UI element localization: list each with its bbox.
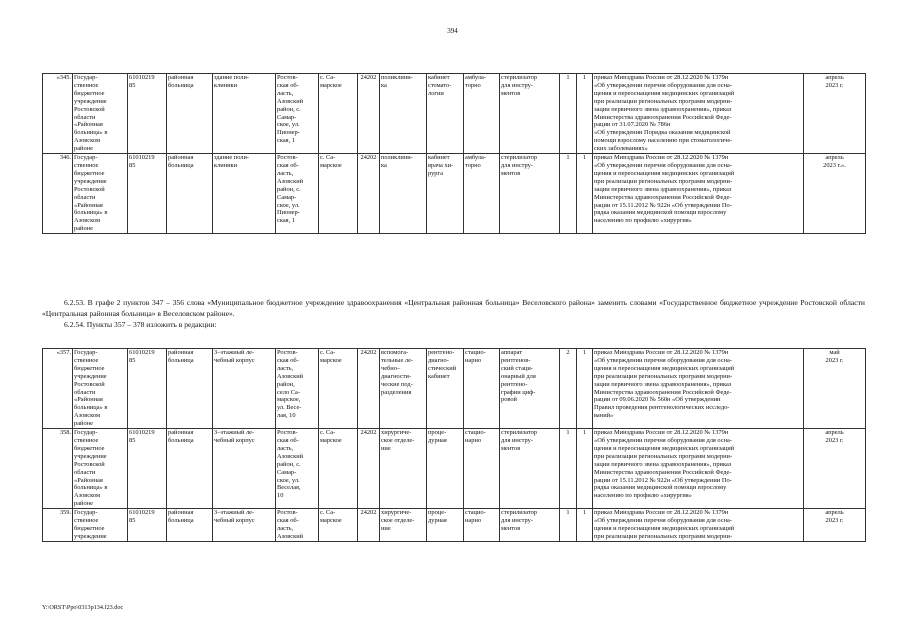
table-row [43, 349, 866, 429]
cell-inn: 61010219 85 [128, 429, 167, 509]
cell-inn: 61010219 85 [128, 509, 167, 542]
page-number: 394 [447, 27, 458, 35]
cell-row-number: 359. [43, 509, 73, 542]
cell-inn: 61010219 85 [128, 154, 167, 234]
cell-room: рентгено- диагно- стический кабинет [427, 349, 464, 429]
cell-building: 3–этажный ле- чебный корпус [213, 429, 276, 509]
cell-oktmo-code: 24202 [358, 74, 380, 154]
cell-deadline: апрель 2023 г.». [804, 154, 866, 234]
cell-locality: с. Са- марское [319, 154, 358, 234]
cell-room: проце- дурная [427, 509, 464, 542]
cell-row-number: 358. [43, 429, 73, 509]
cell-quantity-planned: 1 [577, 74, 593, 154]
table-row [43, 429, 866, 509]
cell-legal-basis: приказ Минздрава России от 28.12.2020 № 1379н «Об утверждении перечня оборудования для осна- щения и переоснащения медицинских организаций при реализации региональных программ модерни- зации первичного звена здравоохранения», приказ Министерства здравоохранения Российской Феде- рации от 09.06.2020 № 560н «Об утверждении Правил проведения рентгенологических исследо- ваний» [593, 349, 804, 429]
cell-care-mode: амбула- торно [464, 154, 500, 234]
cell-legal-basis: приказ Минздрава России от 28.12.2020 № 1379н «Об утверждении перечня оборудования для осна- щения и переоснащения медицинских организаций при реализации региональных программ модерни- [593, 509, 804, 542]
cell-quantity-planned: 1 [577, 154, 593, 234]
cell-quantity-required: 1 [560, 509, 577, 542]
cell-address: Ростов- ская об- ласть, Азовский район, с. Самар- ское, ул. Пионер- ская, 1 [276, 74, 319, 154]
cell-quantity-planned: 1 [577, 429, 593, 509]
cell-oktmo-code: 24202 [358, 154, 380, 234]
cell-deadline: апрель 2023 г. [804, 429, 866, 509]
cell-department: вспомога- тельные ле- чебно– диагности- ческие под- разделения [380, 349, 427, 429]
cell-oktmo-code: 24202 [358, 429, 380, 509]
cell-quantity-required: 2 [560, 349, 577, 429]
cell-deadline: май 2023 г. [804, 349, 866, 429]
cell-quantity-planned: 1 [577, 349, 593, 429]
equipment-table-top [42, 73, 866, 234]
cell-building: здание поли- клиники [213, 154, 276, 234]
cell-row-number: «345. [43, 74, 73, 154]
cell-organization: Государ- ственное бюджетное учреждение [73, 509, 128, 542]
cell-quantity-required: 1 [560, 154, 577, 234]
cell-equipment: стерилизатор для инстру- ментов [500, 509, 560, 542]
cell-building: 3–этажный ле- чебный корпус [213, 349, 276, 429]
cell-org-type: районная больница [167, 509, 213, 542]
cell-row-number: 346. [43, 154, 73, 234]
cell-care-mode: стацио- нарно [464, 349, 500, 429]
cell-room: кабинет врача хи- рурга [427, 154, 464, 234]
cell-org-type: районная больница [167, 349, 213, 429]
cell-legal-basis: приказ Минздрава России от 28.12.2020 № 1379н «Об утверждении перечня оборудования для осна- щения и переоснащения медицинских организаций при реализации региональных программ модерни- зации первичного звена здравоохранения», приказ Министерства здравоохранения Российской Феде- рации от 15.11.2012 № 922н «Об утверждении По- рядка оказания медицинской помощи взрослому населению по профилю «хирургия» [593, 154, 804, 234]
cell-locality: с. Са- марское [319, 509, 358, 542]
cell-room: проце- дурная [427, 429, 464, 509]
cell-address: Ростов- ская об- ласть, Азовский район, с. Самар- ское, ул. Пионер- ская, 1 [276, 154, 319, 234]
cell-care-mode: стацио- нарно [464, 509, 500, 542]
cell-inn: 61010219 85 [128, 349, 167, 429]
cell-quantity-planned: 1 [577, 509, 593, 542]
cell-organization: Государ- ственное бюджетное учреждение Ростовской области «Районная больница» в Азовском районе [73, 429, 128, 509]
cell-org-type: районная больница [167, 429, 213, 509]
cell-org-type: районная больница [167, 74, 213, 154]
cell-legal-basis: приказ Минздрава России от 28.12.2020 № 1379н «Об утверждении перечня оборудования для осна- щения и переоснащения медицинских организаций при реализации региональных программ модерни- зации первичного звена здравоохранения», приказ Министерства здравоохранения Российской Феде- рации от 31.07.2020 № 786н «Об утверждении Порядка оказания медицинской помощи взрослому населению при стоматологиче- ских заболеваниях» [593, 74, 804, 154]
cell-department: поликлини- ка [380, 154, 427, 234]
equipment-table-bottom [42, 348, 866, 542]
cell-legal-basis: приказ Минздрава России от 28.12.2020 № 1379н «Об утверждении перечня оборудования для осна- щения и переоснащения медицинских организаций при реализации региональных программ модерни- зации первичного звена здравоохранения», приказ Министерства здравоохранения Российской Феде- рации от 15.11.2012 № 922н «Об утверждении По- рядка оказания медицинской помощи взрослому населению по профилю «хирургия» [593, 429, 804, 509]
cell-org-type: районная больница [167, 154, 213, 234]
cell-locality: с. Са- марское [319, 429, 358, 509]
cell-deadline: апрель 2023 г. [804, 74, 866, 154]
cell-care-mode: амбула- торно [464, 74, 500, 154]
cell-department: поликлини- ка [380, 74, 427, 154]
cell-locality: с. Са- марское [319, 74, 358, 154]
cell-building: здание поли- клиники [213, 74, 276, 154]
cell-care-mode: стацио- нарно [464, 429, 500, 509]
cell-locality: с. Са- марское [319, 349, 358, 429]
cell-building: 3–этажный ле- чебный корпус [213, 509, 276, 542]
cell-equipment: стерилизатор для инстру- ментов [500, 74, 560, 154]
table-row [43, 154, 866, 234]
cell-room: кабинет стомато- логии [427, 74, 464, 154]
table-row [43, 509, 866, 542]
cell-inn: 61010219 85 [128, 74, 167, 154]
cell-organization: Государ- ственное бюджетное учреждение Ростовской области «Районная больница» в Азовском районе [73, 349, 128, 429]
cell-department: хирургиче- ское отделе- ние [380, 509, 427, 542]
cell-oktmo-code: 24202 [358, 509, 380, 542]
cell-organization: Государ- ственное бюджетное учреждение Ростовской области «Районная больница» в Азовском районе [73, 154, 128, 234]
cell-organization: Государ- ственное бюджетное учреждение Ростовской области «Районная больница» в Азовском районе [73, 74, 128, 154]
cell-quantity-required: 1 [560, 429, 577, 509]
cell-equipment: стерилизатор для инстру- ментов [500, 154, 560, 234]
paragraph-6-2-54: 6.2.54. Пункты 357 – 378 изложить в редакции: [64, 320, 217, 329]
cell-address: Ростов- ская об- ласть, Азовский район, с. Самар- ское, ул. Веселая, 10 [276, 429, 319, 509]
cell-oktmo-code: 24202 [358, 349, 380, 429]
cell-address: Ростов- ская об- ласть, Азовский район, село Са- марское, ул. Весе- лая, 10 [276, 349, 319, 429]
cell-row-number: «357. [43, 349, 73, 429]
table-row [43, 74, 866, 154]
cell-equipment: аппарат рентгенов- ский стаци- онарный для рентгено- графии циф- ровой [500, 349, 560, 429]
paragraph-6-2-53: 6.2.53. В графе 2 пунктов 347 – 356 слова «Муниципальное бюджетное учреждение здравоохранения «Центральная районная больница» Веселовского района» заменить словами «Государственное бюджетное учреждение Ростовской области «Центральная районная больница» в Веселовском районе». [42, 298, 865, 318]
cell-equipment: стерилизатор для инстру- ментов [500, 429, 560, 509]
file-path-footer: Y:\ORST\Ppo\0313p134.f23.doc [42, 604, 124, 611]
cell-quantity-required: 1 [560, 74, 577, 154]
cell-department: хирургиче- ское отделе- ние [380, 429, 427, 509]
cell-address: Ростов- ская об- ласть, Азовский [276, 509, 319, 542]
cell-deadline: апрель 2023 г. [804, 509, 866, 542]
